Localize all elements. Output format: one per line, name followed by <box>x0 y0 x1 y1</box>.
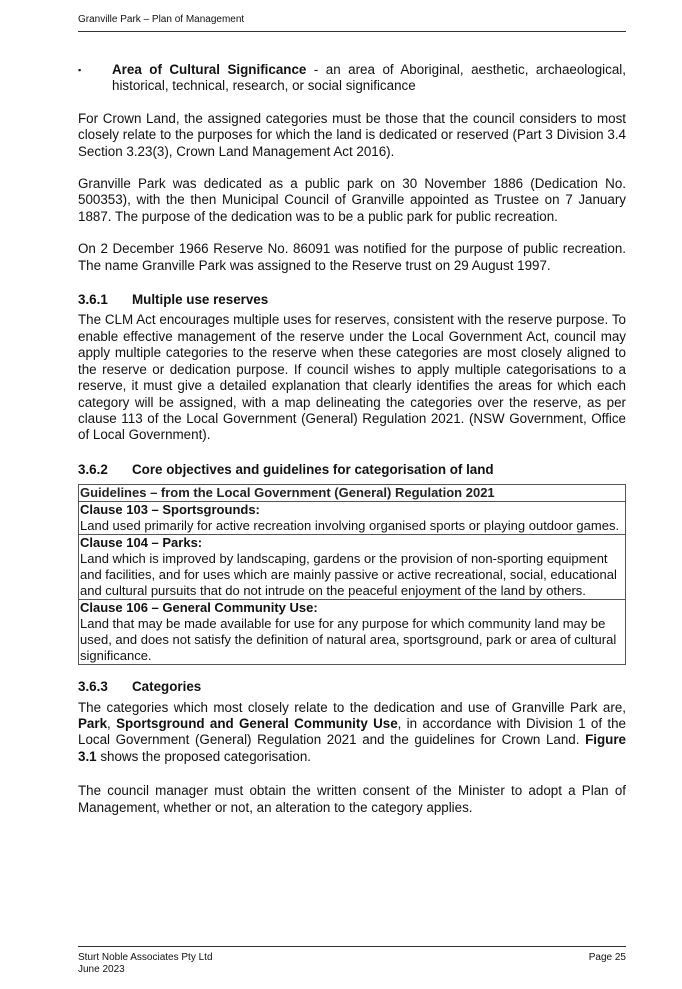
clause-text: Land which is improved by landscaping, gardens or the provision of non-sporting equipment and facilities, and for uses which are mainly passive or active recreational, social, educational and cultural pursuits that do not intrude on the peaceful enjoyment of the land by others. <box>80 551 617 599</box>
section-heading <box>78 679 626 695</box>
table-row <box>79 502 626 535</box>
section-heading <box>78 462 626 478</box>
paragraph: Granville Park was dedicated as a public park on 30 November 1886 (Dedication No. 500353), with the then Municipal Council of Granville appointed as Trustee on 7 January 1887. The purpose of the dedication was to be a public park for public recreation. <box>78 176 626 224</box>
paragraph: The CLM Act encourages multiple uses for reserves, consistent with the reserve purpose. To enable effective management of the reserve under the Local Government Act, council may apply multiple categories to the reserve when these categories are most closely aligned to the reserve or dedication purpose. If council wishes to apply multiple categorisations to a reserve, it must give a detailed explanation that clearly identifies the areas for which each category will be assigned, with a map delineating the categories over the reserve, as per clause 113 of the Local Government (General) Regulation 2021. (NSW Government, Office of Local Government). <box>78 312 626 443</box>
bullet-term: Area of Cultural Significance <box>112 62 307 77</box>
section-heading <box>78 292 626 308</box>
paragraph: For Crown Land, the assigned categories must be those that the council considers to most closely relate to the purposes for which the land is dedicated or reserved (Part 3 Division 3.4 Section 3.23(3), Crown Land Management Act 2016). <box>78 110 626 159</box>
section-title: Multiple use reserves <box>132 292 269 308</box>
clause-title: Clause 103 – Sportsgrounds: <box>80 502 260 518</box>
clause-text: Land used primarily for active recreation involving organised sports or playing outdoor games. <box>80 518 620 534</box>
paragraph: The council manager must obtain the written consent of the Minister to adopt a Plan of Management, whether or not, an alteration to the category applies. <box>78 783 626 815</box>
section-title: Core objectives and guidelines for categorisation of land <box>132 461 494 477</box>
figure-reference: Figure 3.1 <box>78 732 626 764</box>
paragraph: On 2 December 1966 Reserve No. 86091 was notified for the purpose of public recreation. The name Granville Park was assigned to the Reserve trust on 29 August 1997. <box>78 241 626 273</box>
table-header: Guidelines – from the Local Government (General) Regulation 2021 <box>79 485 626 502</box>
section-title: Categories <box>132 679 202 695</box>
section-number: 3.6.3 <box>78 679 108 695</box>
page-content <box>78 62 626 832</box>
page-footer <box>78 946 626 976</box>
section-number: 3.6.1 <box>78 292 108 308</box>
square-bullet-icon: ▪ <box>78 65 82 75</box>
bullet-text: - an area of Aboriginal, aesthetic, archaeological, historical, technical, research, or social significance <box>112 62 626 94</box>
clause-title: Clause 104 – Parks: <box>80 535 203 551</box>
clause-title: Clause 106 – General Community Use: <box>80 600 318 616</box>
table-row <box>79 535 626 600</box>
page-number: Page 25 <box>588 952 626 963</box>
table-header-row <box>79 485 626 502</box>
section-number: 3.6.2 <box>78 461 108 477</box>
footer-date: June 2023 <box>78 964 125 975</box>
footer-company: Sturt Noble Associates Pty Ltd <box>78 952 213 963</box>
header-title: Granville Park – Plan of Management <box>78 14 245 25</box>
paragraph: The categories which most closely relate to the dedication and use of Granville Park are, Park, Sportsground and General Community Use, in accordance with Division 1 of the Local Government (General) Regulation 2021 and the guidelines for Crown Land. Figure 3.1 shows the proposed categorisation. <box>78 699 626 764</box>
page-header <box>78 14 626 32</box>
table-row <box>79 600 626 665</box>
bullet-item <box>78 62 626 95</box>
clause-text: Land that may be made available for use for any purpose for which community land may be used, and does not satisfy the definition of natural area, sportsground, park or area of cultural significance. <box>80 616 617 664</box>
guidelines-table <box>78 484 626 665</box>
